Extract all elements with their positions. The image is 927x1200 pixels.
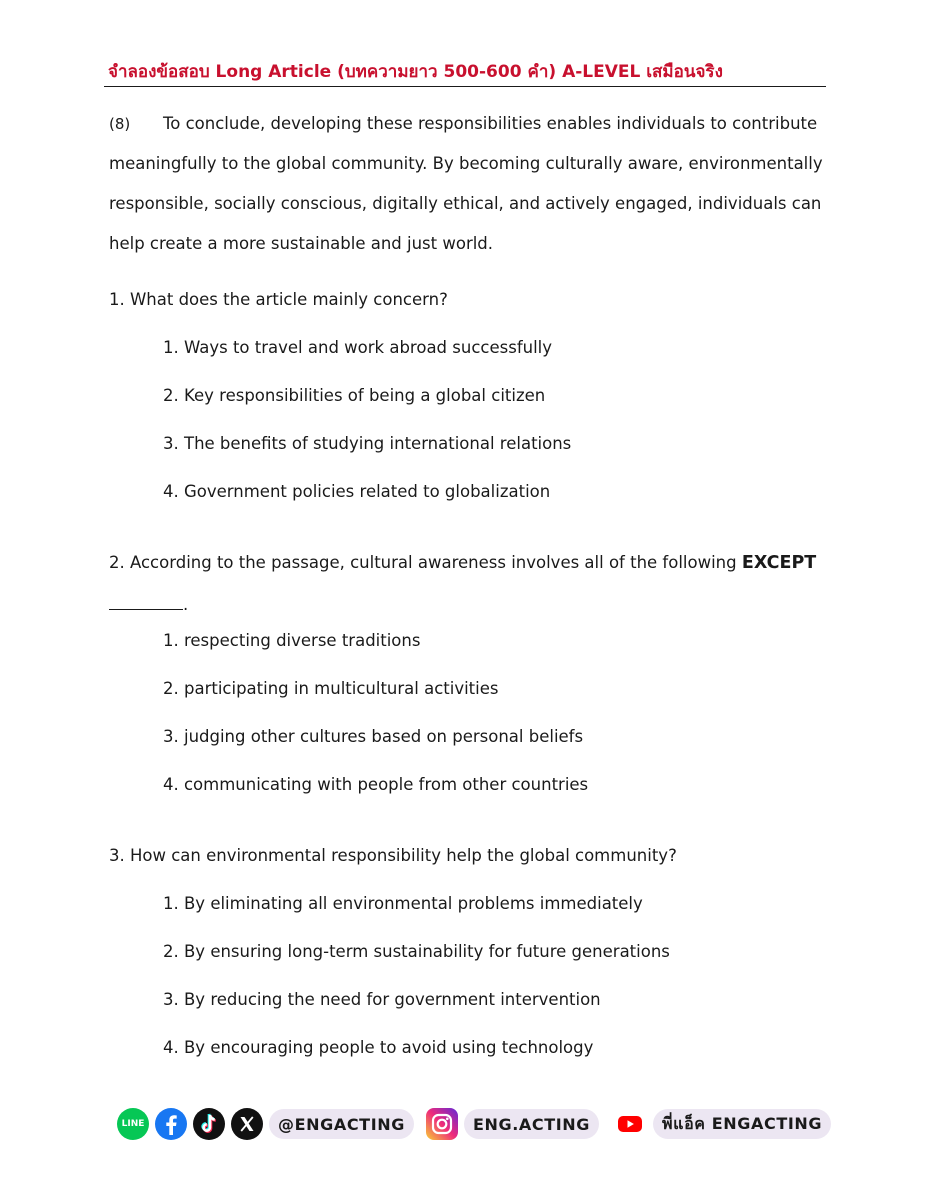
question-2-stem xyxy=(109,543,825,625)
line-icon-label: LINE xyxy=(121,1119,145,1129)
question-2-option-1[interactable]: 1. respecting diverse traditions xyxy=(163,631,421,650)
question-1-option-4[interactable]: 4. Government policies related to globalization xyxy=(163,482,551,501)
paragraph-8 xyxy=(109,104,825,264)
handle-eng-acting[interactable]: ENG.ACTING xyxy=(464,1109,599,1139)
question-3-option-2[interactable]: 2. By ensuring long-term sustainability for future generations xyxy=(163,942,670,961)
question-2-option-2[interactable]: 2. participating in multicultural activities xyxy=(163,679,499,698)
x-icon[interactable] xyxy=(231,1108,263,1140)
question-2-stem-end: . xyxy=(183,595,189,614)
handle-phi-ack-engacting[interactable]: พี่แอ็ค ENGACTING xyxy=(653,1109,831,1139)
paragraph-line: help create a more sustainable and just world. xyxy=(109,234,494,253)
paragraph-line: To conclude, developing these responsibilities enables individuals to contribute xyxy=(163,114,818,133)
question-1-stem: 1. What does the article mainly concern? xyxy=(109,290,448,309)
paragraph-number: (8) xyxy=(109,115,131,133)
question-3-option-3[interactable]: 3. By reducing the need for government intervention xyxy=(163,990,601,1009)
social-footer xyxy=(117,1107,831,1141)
paragraph-line: responsible, socially conscious, digitally ethical, and actively engaged, individuals can xyxy=(109,194,822,213)
facebook-icon[interactable] xyxy=(155,1108,187,1140)
question-2-stem-text: 2. According to the passage, cultural awareness involves all of the following xyxy=(109,553,737,572)
question-1-option-1[interactable]: 1. Ways to travel and work abroad successfully xyxy=(163,338,553,357)
question-3-option-4[interactable]: 4. By encouraging people to avoid using technology xyxy=(163,1038,594,1057)
instagram-icon[interactable] xyxy=(426,1108,458,1140)
handle-engacting[interactable]: @ENGACTING xyxy=(269,1109,414,1139)
answer-blank xyxy=(109,583,183,610)
question-3-stem: 3. How can environmental responsibility help the global community? xyxy=(109,846,677,865)
tiktok-icon[interactable] xyxy=(193,1108,225,1140)
youtube-icon[interactable] xyxy=(613,1112,647,1136)
question-2-option-4[interactable]: 4. communicating with people from other countries xyxy=(163,775,589,794)
header-divider xyxy=(104,86,826,87)
question-1-option-2[interactable]: 2. Key responsibilities of being a global citizen xyxy=(163,386,546,405)
paragraph-line: meaningfully to the global community. By becoming culturally aware, environmentally xyxy=(109,154,823,173)
question-2-option-3[interactable]: 3. judging other cultures based on personal beliefs xyxy=(163,727,584,746)
line-icon[interactable] xyxy=(117,1108,149,1140)
question-1-option-3[interactable]: 3. The benefits of studying international relations xyxy=(163,434,572,453)
page-title: จำลองข้อสอบ Long Article (บทความยาว 500-600 คำ) A-LEVEL เสมือนจริง xyxy=(108,62,723,82)
question-2-emphasis: EXCEPT xyxy=(741,553,817,573)
question-3-option-1[interactable]: 1. By eliminating all environmental problems immediately xyxy=(163,894,643,913)
